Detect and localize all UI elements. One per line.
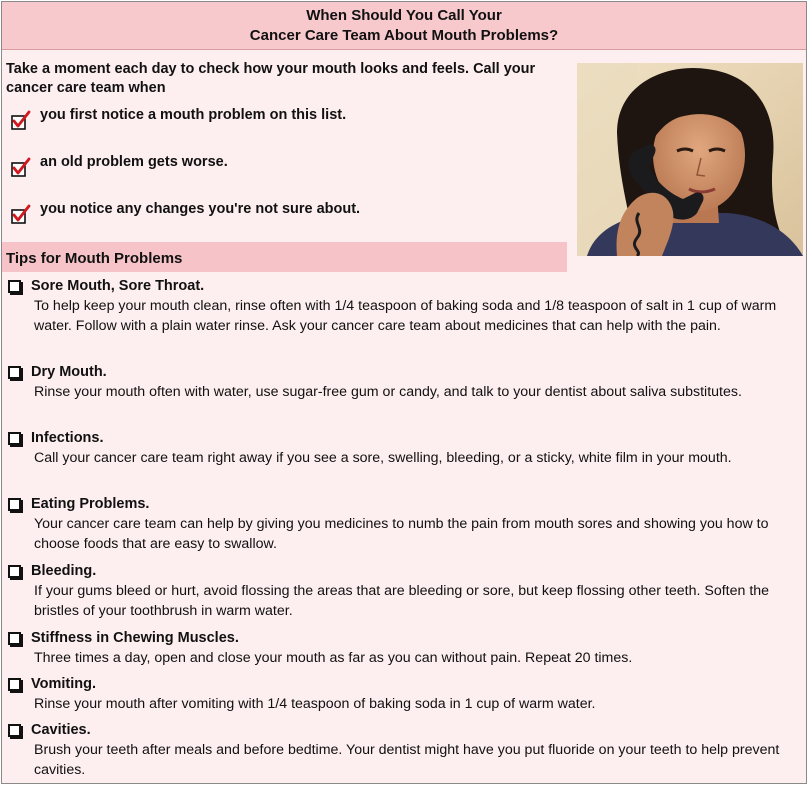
- red-checkmark-icon: [10, 204, 32, 226]
- checkbox-icon: [8, 366, 21, 379]
- tips-heading: Tips for Mouth Problems: [2, 242, 567, 272]
- checklist-item-text: you first notice a mouth problem on this list.: [40, 107, 347, 123]
- tip-item: [8, 721, 798, 780]
- tip-title: Dry Mouth.: [31, 364, 107, 380]
- tip-item: [8, 675, 798, 714]
- checklist-item: [10, 107, 346, 132]
- tip-body: Call your cancer care team right away if you see a sore, swelling, bleeding, or a sticky, white film in your mouth.: [34, 450, 732, 466]
- checkbox-icon: [8, 280, 21, 293]
- mouth-problems-card: [1, 1, 807, 784]
- header-title-line-2: Cancer Care Team About Mouth Problems?: [249, 27, 559, 44]
- tip-item: [8, 363, 798, 402]
- tip-title: Cavities.: [31, 722, 91, 738]
- card-header: [2, 2, 806, 50]
- tip-body: Your cancer care team can help by giving you medicines to numb the pain from mouth sores and showing you how to choose foods that are easy to swallow.: [34, 516, 769, 552]
- tip-title: Eating Problems.: [31, 496, 150, 512]
- tip-item: [8, 629, 798, 668]
- tip-item: [8, 562, 798, 621]
- tip-body: Rinse your mouth after vomiting with 1/4 teaspoon of baking soda in 1 cup of warm water.: [34, 696, 596, 712]
- tip-title: Bleeding.: [31, 563, 97, 579]
- header-title-line-1: When Should You Call Your: [306, 7, 502, 24]
- tip-body: Three times a day, open and close your mouth as far as you can without pain. Repeat 20 times.: [34, 650, 633, 666]
- checkbox-icon: [8, 632, 21, 645]
- checklist-item-text: you notice any changes you're not sure about.: [40, 201, 361, 217]
- checkbox-icon: [8, 678, 21, 691]
- checkbox-icon: [8, 565, 21, 578]
- tip-title: Stiffness in Chewing Muscles.: [31, 630, 239, 646]
- tip-title: Vomiting.: [31, 676, 96, 692]
- tip-item: [8, 495, 798, 554]
- tip-body: Rinse your mouth often with water, use sugar-free gum or candy, and talk to your dentist about saliva substitutes.: [34, 384, 742, 400]
- checkbox-icon: [8, 432, 21, 445]
- tip-body: If your gums bleed or hurt, avoid flossing the areas that are bleeding or sore, but keep flossing other teeth. Soften the bristles of your toothbrush in warm water.: [34, 583, 770, 619]
- intro-text: Take a moment each day to check how your mouth looks and feels. Call your cancer care team when: [6, 61, 536, 96]
- checklist-item: [10, 154, 228, 179]
- checkbox-icon: [8, 724, 21, 737]
- tip-title: Sore Mouth, Sore Throat.: [31, 278, 205, 294]
- checklist-item-text: an old problem gets worse.: [40, 154, 228, 170]
- tip-body: To help keep your mouth clean, rinse often with 1/4 teaspoon of baking soda and 1/8 teaspoon of salt in 1 cup of warm water. Follow with a plain water rinse. Ask your cancer care team about medicines that can help with the pain.: [34, 298, 777, 334]
- tip-title: Infections.: [31, 430, 104, 446]
- tip-body: Brush your teeth after meals and before bedtime. Your dentist might have you put fluoride on your teeth to help prevent cavities.: [34, 742, 780, 778]
- checklist-item: [10, 201, 360, 226]
- red-checkmark-icon: [10, 110, 32, 132]
- tip-item: [8, 429, 798, 468]
- woman-on-phone-photo: [577, 63, 803, 256]
- checkbox-icon: [8, 498, 21, 511]
- red-checkmark-icon: [10, 157, 32, 179]
- tip-item: [8, 277, 798, 336]
